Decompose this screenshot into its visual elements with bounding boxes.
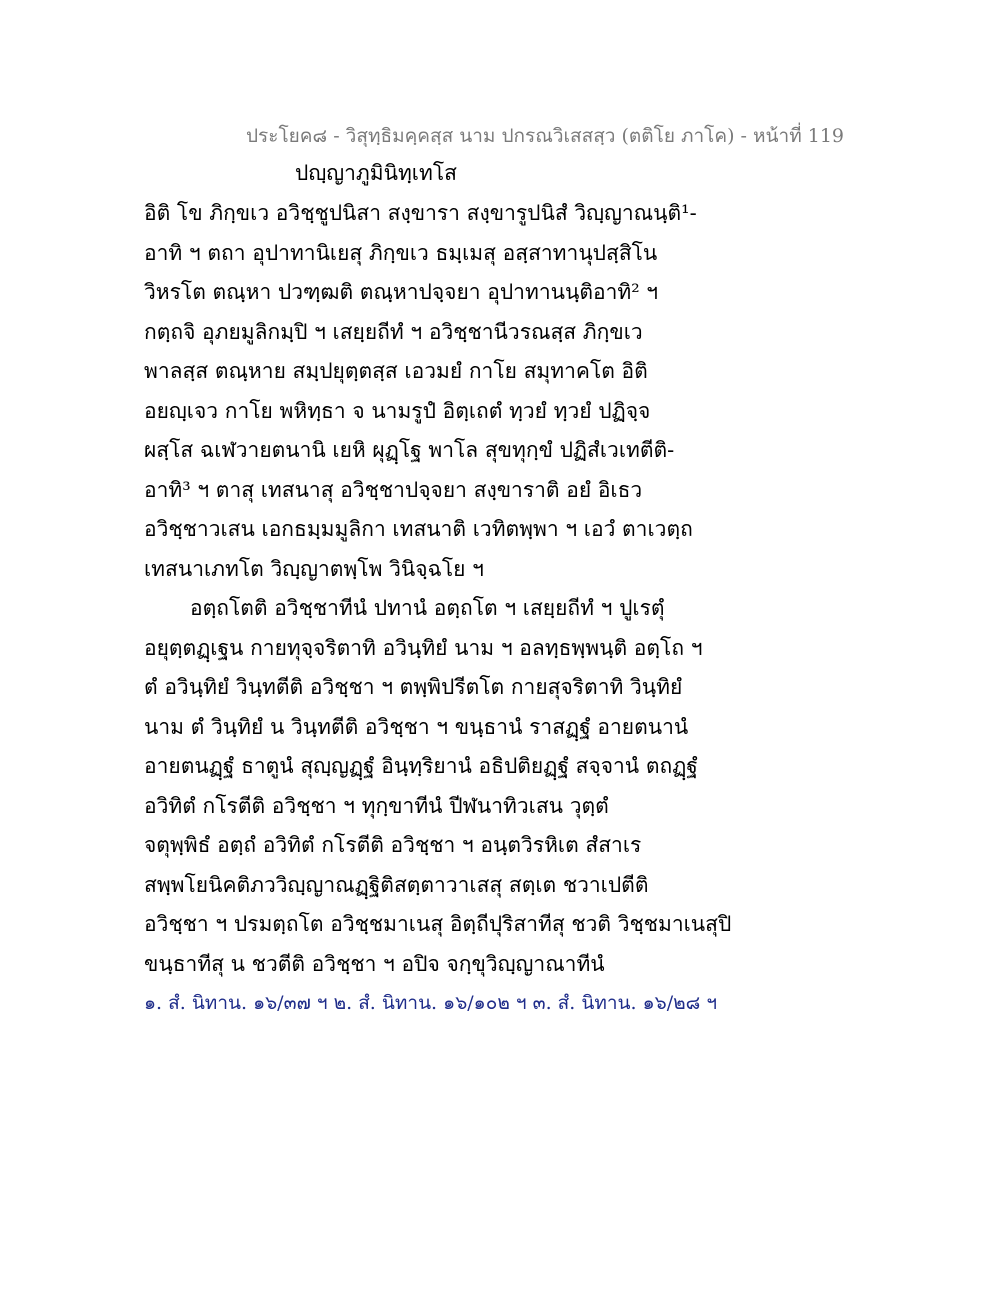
text-line: พาลสฺส ตณฺหาย สมฺปยุตฺตสฺส เอวมยํ กาโย สมุทาคโต อิติ (144, 359, 648, 383)
text-line: ขนฺธาทีสุ น ชวตีติ อวิชฺชา ฯ อปิจ จกฺขุวิญฺญาณาทีนํ (144, 951, 605, 976)
text-line: อวิชฺชา ฯ ปรมตฺถโต อวิชฺชมาเนสุ อิตฺถีปุริสาทีสุ ชวติ วิชฺชมาเนสุปิ (144, 912, 732, 936)
body-text (144, 194, 864, 984)
text-line: อาทิ³ ฯ ตาสุ เทสนาสุ อวิชฺชาปจฺจยา สงฺขาราติ อยํ อิเธว (144, 477, 643, 502)
text-line: นาม ตํ วินฺทิยํ น วินฺทตีติ อวิชฺชา ฯ ขนฺธานํ ราสฏฺฐํ อายตนานํ (144, 714, 689, 739)
text-line: อายตนฏฺฐํ ธาตูนํ สุญฺญฏฺฐํ อินฺทฺริยานํ อธิปติยฏฺฐํ สจฺจานํ ตถฏฺฐํ (144, 754, 698, 778)
text-line: จตุพฺพิธํ อตฺถํ อวิทิตํ กโรตีติ อวิชฺชา ฯ อนฺตวิรหิเต สํสาเร (144, 833, 642, 857)
text-line: อิติ โข ภิกฺขเว อวิชฺชูปนิสา สงฺขารา สงฺขารูปนิสํ วิญฺญาณนฺติ¹- (144, 201, 697, 225)
text-line: ตํ อวินฺทิยํ วินฺทตีติ อวิชฺชา ฯ ตพฺพิปรีตโต กายสุจริตาทิ วินฺทิยํ (144, 675, 683, 699)
footnote: ๑. สํ. นิทาน. ๑๖/๓๗ ฯ ๒. สํ. นิทาน. ๑๖/๑๐๒ ฯ ๓. สํ. นิทาน. ๑๖/๒๘ ฯ (144, 992, 717, 1014)
text-line: อวิทิตํ กโรตีติ อวิชฺชา ฯ ทุกฺขาทีนํ ปีฬนาทิวเสน วุตฺตํ (144, 793, 609, 818)
text-line: สพฺพโยนิคติภววิญฺญาณฏฺฐิติสตฺตาวาเสสุ สตฺเต ชวาเปตีติ (144, 872, 649, 897)
section-title: ปญฺญาภูมินิทฺเทโส (295, 161, 457, 185)
paragraph-first-line: อตฺถโตติ อวิชฺชาทีนํ ปทานํ อตฺถโต ฯ เสยฺยถีทํ ฯ ปูเรตุํ (190, 596, 665, 620)
text-line: เทสนาเภทโต วิญฺญาตพฺโพ วินิจฺฉโย ฯ (144, 556, 484, 581)
text-line: อยุตฺตฏฺเฐน กายทุจฺจริตาทิ อวินฺทิยํ นาม ฯ อลทฺธพฺพนฺติ อตฺโถ ฯ (144, 635, 703, 660)
text-line: อวิชฺชาวเสน เอกธมฺมมูลิกา เทสนาติ เวทิตพฺพา ฯ เอวํ ตาเวตฺถ (144, 517, 693, 541)
text-line: กตฺถจิ อุภยมูลิกมฺปิ ฯ เสยฺยถีทํ ฯ อวิชฺชานีวรณสฺส ภิกฺขเว (144, 319, 643, 344)
text-line: อยญฺเจว กาโย พหิทฺธา จ นามรูปํ อิตฺเถตํ ทฺวยํ ทฺวยํ ปฏิจฺจ (144, 398, 651, 423)
text-line: อาทิ ฯ ตถา อุปาทานิเยสุ ภิกฺขเว ธมฺเมสุ อสฺสาทานุปสฺสิโน (144, 240, 658, 265)
text-line: วิหรโต ตณฺหา ปวฑฺฒติ ตณฺหาปจฺจยา อุปาทานนฺติอาทิ² ฯ (144, 280, 659, 304)
text-line: ผสฺโส ฉเฬวายตนานิ เยหิ ผุฏฺโฐ พาโล สุขทุกฺขํ ปฏิสํเวเทตีติ- (144, 438, 675, 462)
page-header: ประโยค๘ - วิสุทฺธิมคฺคสฺส นาม ปกรณวิเสสสฺว (ตติโย ภาโค) - หน้าที่ 119 (246, 125, 845, 147)
